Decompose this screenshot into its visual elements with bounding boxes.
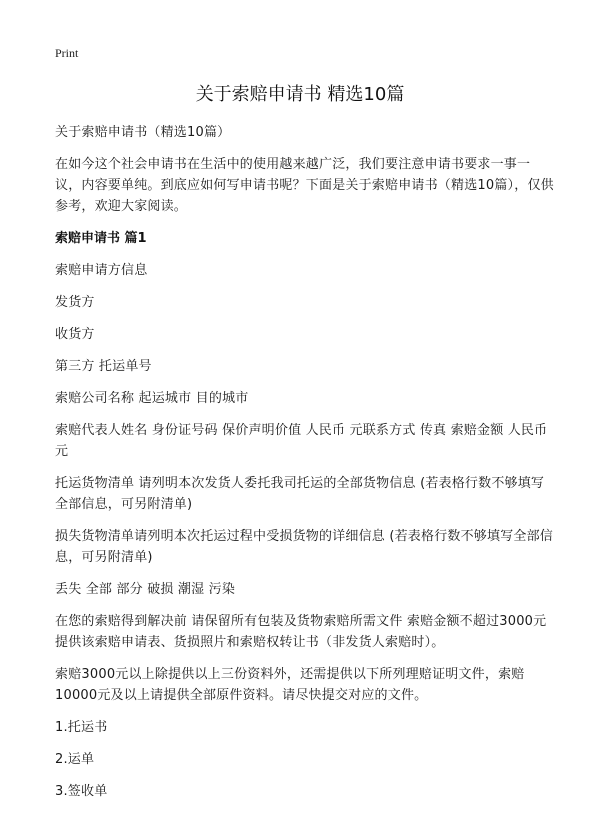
paragraph-representative: 索赔代表人姓名 身份证号码 保价声明价值 人民币 元联系方式 传真 索赔金额 人民币 元 xyxy=(55,423,548,459)
list-item-waybill-doc: 1.托运书 xyxy=(55,720,108,735)
article-subtitle: 关于索赔申请书（精选10篇） xyxy=(55,125,231,140)
section-heading: 索赔申请书 篇1 xyxy=(55,231,147,246)
print-link[interactable]: Print xyxy=(55,46,79,60)
intro-paragraph: 在如今这个社会申请书在生活中的使用越来越广泛，我们要注意申请书要求一事一议，内容要单纯。到底应如何写申请书呢？下面是关于索赔申请书（精选10篇），仅供参考，欢迎大家阅读。 xyxy=(55,157,554,214)
paragraph-cargo-list: 托运货物清单 请列明本次发货人委托我司托运的全部货物信息 (若表格行数不够填写全部信息，可另附清单) xyxy=(55,476,545,512)
page-title: 关于索赔申请书 精选10篇 xyxy=(195,84,405,105)
paragraph-consignee: 收货方 xyxy=(55,327,95,342)
paragraph-third-party: 第三方 托运单号 xyxy=(55,359,152,374)
paragraph-damage-types: 丢失 全部 部分 破损 潮湿 污染 xyxy=(55,582,236,597)
paragraph-claimant-info: 索赔申请方信息 xyxy=(55,263,148,278)
list-item-receipt: 3.签收单 xyxy=(55,784,108,799)
paragraph-company: 索赔公司名称 起运城市 目的城市 xyxy=(55,391,249,406)
paragraph-shipper: 发货方 xyxy=(55,295,95,310)
paragraph-loss-list: 损失货物清单请列明本次托运过程中受损货物的详细信息 (若表格行数不够填写全部信息，可另附清单) xyxy=(55,529,554,565)
article-body xyxy=(55,122,555,813)
list-item-waybill: 2.运单 xyxy=(55,752,95,767)
paragraph-keep-documents: 在您的索赔得到解决前 请保留所有包装及货物索赔所需文件 索赔金额不超过3000元提供该索赔申请表、货损照片和索赔权转让书（非发货人索赔时）。 xyxy=(55,614,547,650)
paragraph-over-3000: 索赔3000元以上除提供以上三份资料外，还需提供以下所列理赔证明文件，索赔10000元及以上请提供全部原件资料。请尽快提交对应的文件。 xyxy=(55,667,525,703)
